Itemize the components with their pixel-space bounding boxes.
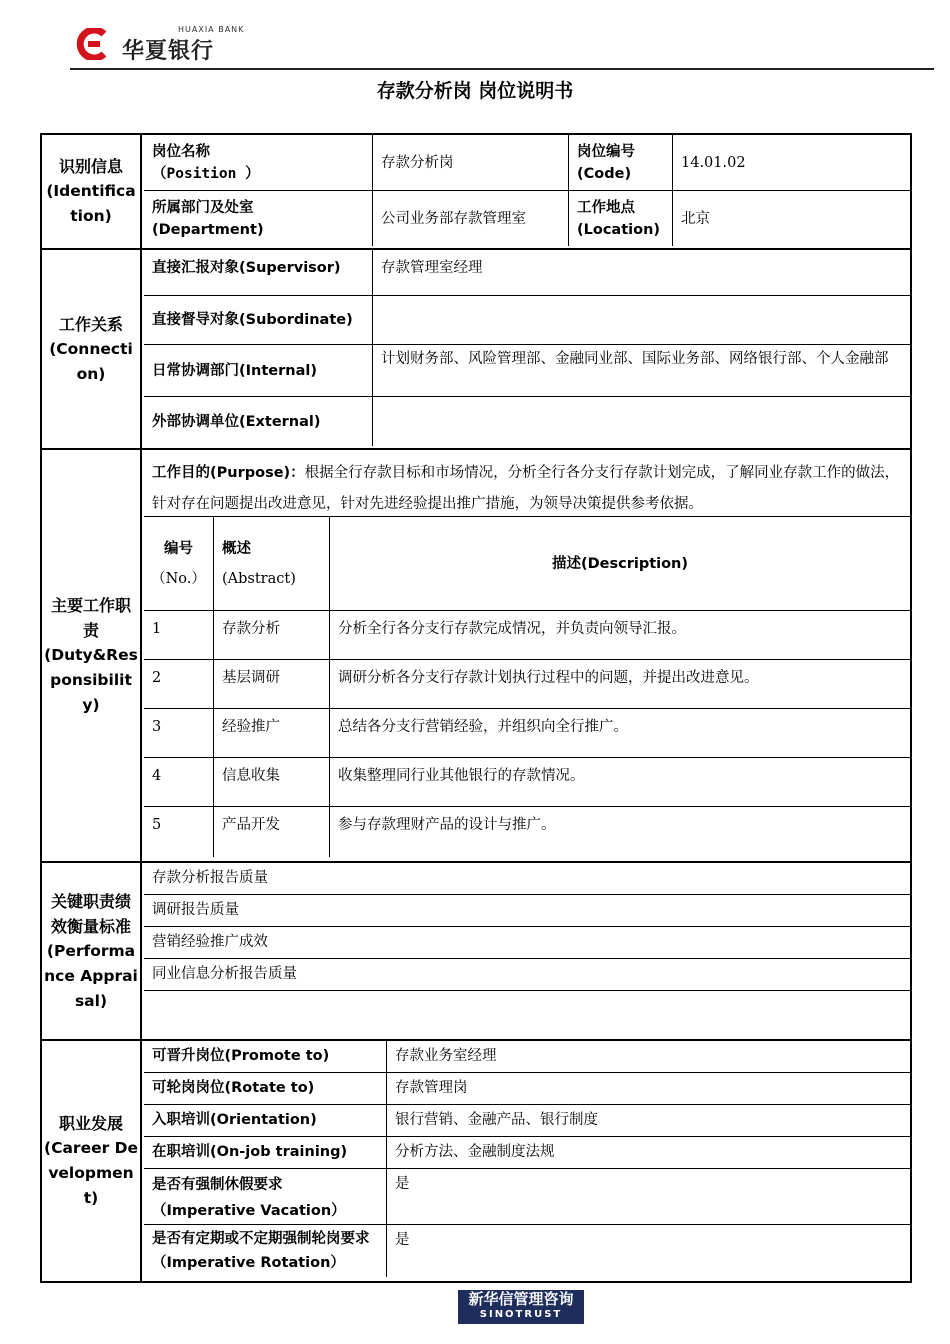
identification-label: 识别信息 (Identification) xyxy=(42,135,142,248)
location-label: 工作地点 (Location) xyxy=(569,191,673,246)
location-value: 北京 xyxy=(681,210,710,227)
duty-row: 3 经验推广 总结各分支行营销经验，并组织向全行推广。 xyxy=(144,709,910,758)
brand-name-en: HUAXIA BANK xyxy=(178,25,245,34)
document-title: 存款分析岗 岗位说明书 xyxy=(376,80,574,102)
connection-row: 直接汇报对象(Supervisor) 存款管理室经理 xyxy=(144,250,910,296)
performance-item: 营销经验推广成效 xyxy=(144,927,910,959)
career-row: 是否有强制休假要求 （Imperative Vacation） 是 xyxy=(144,1169,910,1225)
career-row: 是否有定期或不定期强制轮岗要求（Imperative Rotation） 是 xyxy=(144,1225,910,1277)
career-section xyxy=(40,1041,912,1283)
purpose-text: 工作目的(Purpose)：根据全行存款目标和市场情况，分析全行各分支行存款计划完成，了解同业存款工作的做法，针对存在问题提出改进意见，针对先进经验提出推广措施，为领导决策提供参考依据。 xyxy=(144,450,910,517)
identification-section xyxy=(40,133,912,250)
performance-item xyxy=(144,991,910,1039)
career-row: 可轮岗岗位(Rotate to) 存款管理岗 xyxy=(144,1073,910,1105)
brand-name-cn: 华夏银行 xyxy=(122,39,215,64)
performance-label: 关键职责绩效衡量标准 (Performance Appraisal) xyxy=(42,863,142,1039)
connection-row: 直接督导对象(Subordinate) xyxy=(144,296,910,345)
connection-section xyxy=(40,250,912,450)
performance-item: 存款分析报告质量 xyxy=(144,863,910,895)
duty-row: 2 基层调研 调研分析各分支行存款计划执行过程中的问题，并提出改进意见。 xyxy=(144,660,910,709)
connection-label: 工作关系 (Connection) xyxy=(42,250,142,448)
connection-row: 日常协调部门(Internal) 计划财务部、风险管理部、金融同业部、国际业务部、网络银行部、个人金融部 xyxy=(144,345,910,397)
code-label: 岗位编号 (Code) xyxy=(569,135,673,190)
sinotrust-logo: 新华信管理咨询 SINOTRUST xyxy=(458,1290,584,1324)
connection-row: 外部协调单位(External) xyxy=(144,397,910,446)
department-label: 所属部门及处室 (Department) xyxy=(144,191,373,246)
job-description-table xyxy=(40,133,912,1283)
duty-row: 5 产品开发 参与存款理财产品的设计与推广。 xyxy=(144,807,910,857)
position-label: 岗位名称 （Position ） xyxy=(144,135,373,190)
page-header xyxy=(70,18,934,70)
performance-item: 同业信息分析报告质量 xyxy=(144,959,910,991)
department-value: 公司业务部存款管理室 xyxy=(373,191,569,246)
duty-row: 1 存款分析 分析全行各分支行存款完成情况，并负责向领导汇报。 xyxy=(144,611,910,660)
performance-section xyxy=(40,863,912,1041)
career-row: 可晋升岗位(Promote to) 存款业务室经理 xyxy=(144,1041,910,1073)
career-label: 职业发展 (Career Development) xyxy=(42,1041,142,1281)
duty-table-header: 编号 （No.） 概述 (Abstract) 描述(Description) xyxy=(144,517,910,611)
duty-row: 4 信息收集 收集整理同行业其他银行的存款情况。 xyxy=(144,758,910,807)
career-row: 在职培训(On-job training) 分析方法、金融制度法规 xyxy=(144,1137,910,1169)
performance-item: 调研报告质量 xyxy=(144,895,910,927)
position-value: 存款分析岗 xyxy=(373,135,569,190)
code-value: 14.01.02 xyxy=(681,154,746,171)
huaxia-bank-logo-icon xyxy=(74,28,110,60)
career-row: 入职培训(Orientation) 银行营销、金融产品、银行制度 xyxy=(144,1105,910,1137)
duty-section xyxy=(40,450,912,863)
duty-label: 主要工作职责 (Duty&Responsibility) xyxy=(42,450,142,861)
